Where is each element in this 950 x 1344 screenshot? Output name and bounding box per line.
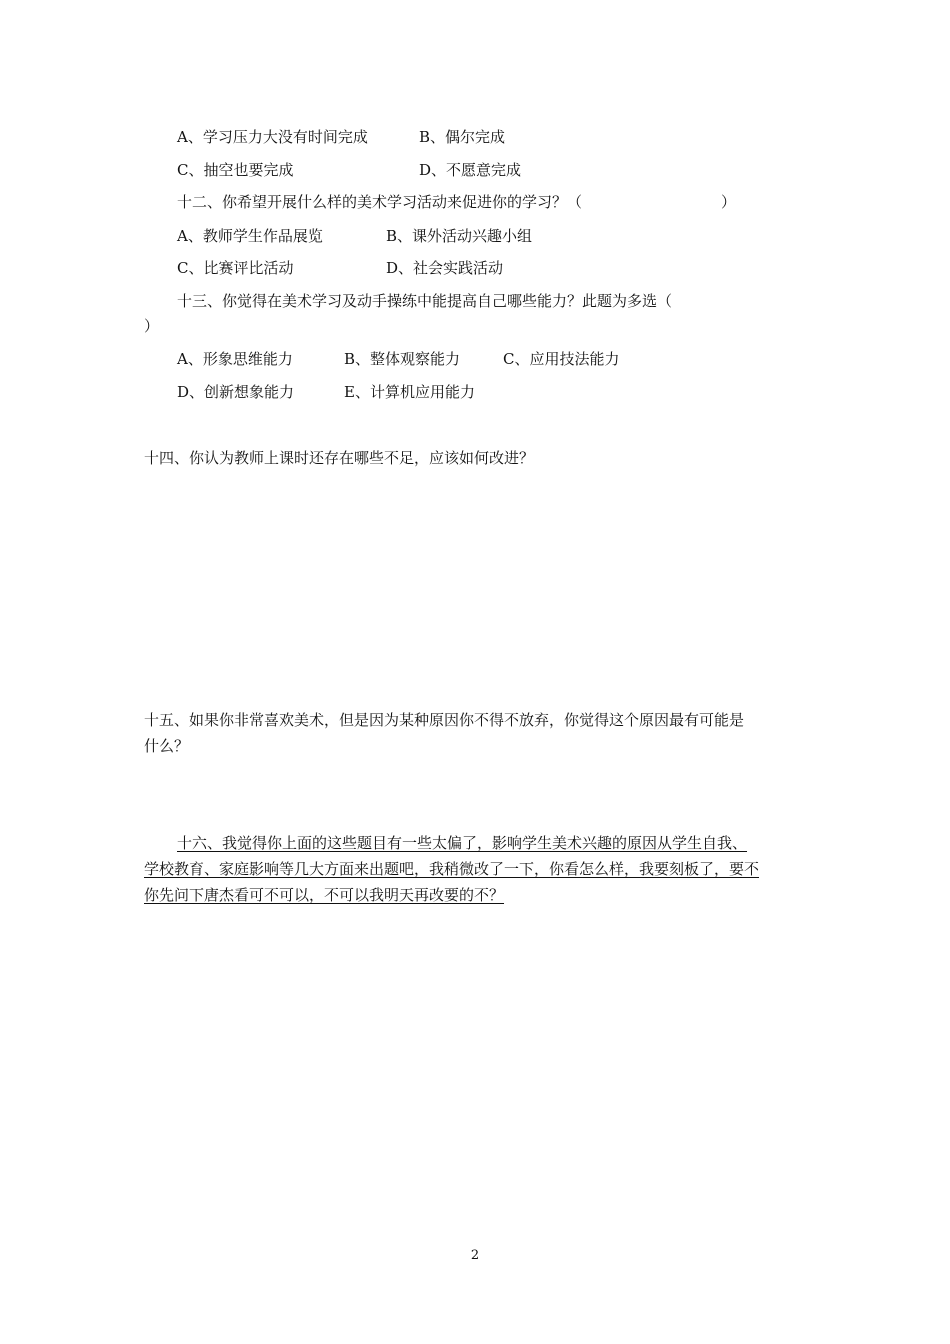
q11-option-d: D、不愿意完成	[419, 161, 522, 179]
q16-comment-line1: 十六、我觉得你上面的这些题目有一些太偏了，影响学生美术兴趣的原因从学生自我、	[177, 834, 748, 852]
q15-question-line1: 十五、如果你非常喜欢美术，但是因为某种原因你不得不放弃，你觉得这个原因最有可能是	[144, 711, 745, 729]
q12-close-paren: ）	[721, 193, 737, 211]
q12-option-a: A、教师学生作品展览	[177, 227, 323, 245]
q14-question: 十四、你认为教师上课时还存在哪些不足，应该如何改进？	[144, 449, 535, 467]
q12-option-b: B、课外活动兴趣小组	[386, 227, 533, 245]
q15-question-line2: 什么？	[144, 737, 190, 755]
q13-option-b: B、整体观察能力	[344, 350, 461, 368]
q16-comment-line2: 学校教育、家庭影响等几大方面来出题吧，我稍微改了一下，你看怎么样，我要刻板了，要不	[144, 860, 760, 878]
q16-comment-line3: 你先问下唐杰看可不可以，不可以我明天再改要的不？	[144, 886, 505, 904]
q12-option-c: C、比赛评比活动	[177, 259, 294, 277]
q13-question-line1: 十三、你觉得在美术学习及动手操练中能提高自己哪些能力？此题为多选（	[177, 292, 673, 310]
q11-option-c: C、抽空也要完成	[177, 161, 294, 179]
q13-option-c: C、应用技法能力	[503, 350, 620, 368]
q13-option-e: E、计算机应用能力	[344, 383, 475, 401]
page-number: 2	[470, 1248, 480, 1263]
q13-option-a: A、形象思维能力	[177, 350, 293, 368]
q13-question-line2: ）	[144, 317, 160, 335]
q12-option-d: D、社会实践活动	[386, 259, 504, 277]
q13-option-d: D、创新想象能力	[177, 383, 295, 401]
q11-option-b: B、偶尔完成	[419, 128, 506, 146]
q12-question: 十二、你希望开展什么样的美术学习活动来促进你的学习？（	[177, 193, 583, 211]
q11-option-a: A、学习压力大没有时间完成	[177, 128, 368, 146]
